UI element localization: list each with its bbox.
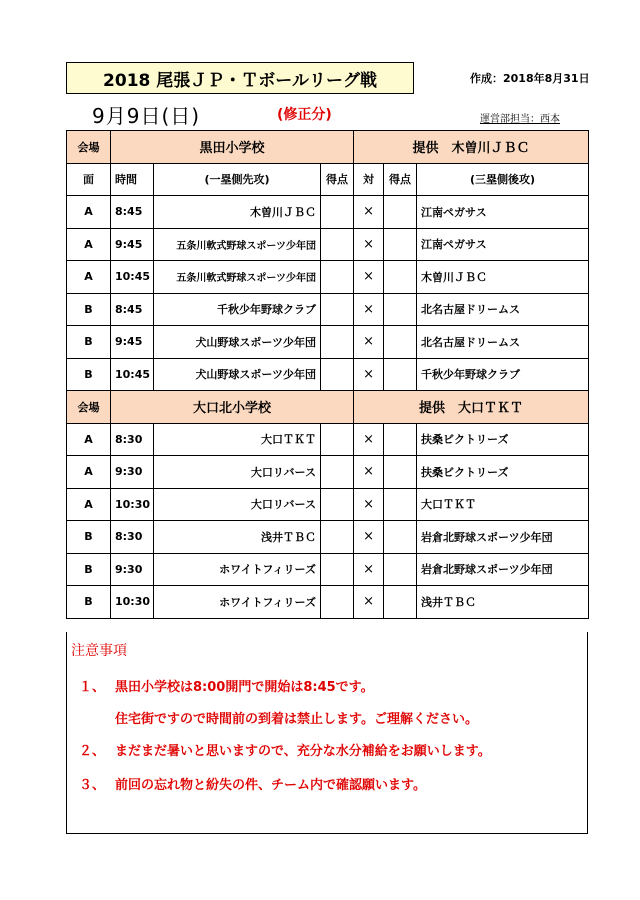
revised-label: (修正分) <box>277 107 332 123</box>
venue-label: 会場 <box>67 131 111 164</box>
match-away-team: 木曽川ＪＢＣ <box>417 261 589 294</box>
note-text: 住宅街ですので時間前の到着は禁止します。ご理解ください。 <box>115 712 478 727</box>
match-home-score <box>321 456 354 489</box>
match-home-team: ホワイトフィリーズ <box>154 586 321 619</box>
match-row <box>67 553 589 586</box>
match-time: 10:30 <box>111 586 154 619</box>
note-text: 前回の忘れ物と紛失の件、チーム内で確認願います。 <box>115 778 426 793</box>
match-court: A <box>67 196 111 229</box>
match-vs: × <box>354 423 384 456</box>
match-home-score <box>321 553 354 586</box>
match-home-team: 五条川軟式野球スポーツ少年団 <box>154 228 321 261</box>
match-vs: × <box>354 456 384 489</box>
match-row <box>67 196 589 229</box>
match-row <box>67 293 589 326</box>
note-text: まだまだ暑いと思いますので、充分な水分補給をお願いします。 <box>115 744 491 759</box>
match-time: 9:45 <box>111 228 154 261</box>
match-vs: × <box>354 326 384 359</box>
match-away-team: 扶桑ビクトリーズ <box>417 456 589 489</box>
match-time: 8:30 <box>111 423 154 456</box>
match-row <box>67 261 589 294</box>
event-date: 9月9日(日) <box>92 104 201 128</box>
col-first-team: (一塁側先攻) <box>154 163 321 196</box>
match-away-score <box>384 586 417 619</box>
match-vs: × <box>354 521 384 554</box>
note-number: ３、 <box>79 778 106 793</box>
document-title: 2018 尾張ＪＰ・Ｔボールリーグ戦 <box>66 62 414 94</box>
match-away-team: 江南ペガサス <box>417 228 589 261</box>
match-vs: × <box>354 261 384 294</box>
match-home-team: 大口ＴＫＴ <box>154 423 321 456</box>
match-time: 9:45 <box>111 326 154 359</box>
match-home-score <box>321 586 354 619</box>
match-vs: × <box>354 358 384 391</box>
match-row <box>67 488 589 521</box>
venue-row <box>67 391 589 424</box>
match-home-score <box>321 261 354 294</box>
match-row <box>67 586 589 619</box>
created-date: 作成：2018年8月31日 <box>470 72 590 85</box>
match-home-team: 犬山野球スポーツ少年団 <box>154 326 321 359</box>
match-row <box>67 456 589 489</box>
match-home-score <box>321 423 354 456</box>
match-away-score <box>384 261 417 294</box>
match-home-team: ホワイトフィリーズ <box>154 553 321 586</box>
match-row <box>67 358 589 391</box>
column-header-row <box>67 163 589 196</box>
match-home-score <box>321 293 354 326</box>
match-vs: × <box>354 196 384 229</box>
match-away-score <box>384 488 417 521</box>
note-number: ２、 <box>79 744 106 759</box>
note-number: １、 <box>79 680 106 695</box>
match-home-team: 大口リバース <box>154 456 321 489</box>
staff-in-charge: 運営部担当：西本 <box>480 114 560 125</box>
match-home-team: 大口リバース <box>154 488 321 521</box>
venue-name: 大口北小学校 <box>111 391 354 424</box>
col-court: 面 <box>67 163 111 196</box>
notes-section <box>66 632 588 834</box>
venue-provider: 提供 大口ＴＫＴ <box>354 391 589 424</box>
match-court: B <box>67 586 111 619</box>
col-score-home: 得点 <box>321 163 354 196</box>
match-away-team: 浅井ＴＢＣ <box>417 586 589 619</box>
match-home-score <box>321 228 354 261</box>
match-court: B <box>67 293 111 326</box>
match-home-score <box>321 358 354 391</box>
match-away-team: 北名古屋ドリームス <box>417 293 589 326</box>
match-row <box>67 228 589 261</box>
match-away-score <box>384 358 417 391</box>
match-row <box>67 423 589 456</box>
match-away-team: 北名古屋ドリームス <box>417 326 589 359</box>
match-away-score <box>384 423 417 456</box>
col-score-away: 得点 <box>384 163 417 196</box>
match-court: B <box>67 358 111 391</box>
match-time: 8:30 <box>111 521 154 554</box>
match-court: A <box>67 488 111 521</box>
match-court: A <box>67 456 111 489</box>
match-away-score <box>384 196 417 229</box>
match-vs: × <box>354 228 384 261</box>
match-court: B <box>67 326 111 359</box>
match-away-team: 扶桑ビクトリーズ <box>417 423 589 456</box>
match-time: 10:45 <box>111 261 154 294</box>
match-home-score <box>321 521 354 554</box>
match-time: 9:30 <box>111 456 154 489</box>
match-time: 8:45 <box>111 196 154 229</box>
match-vs: × <box>354 488 384 521</box>
venue-row <box>67 131 589 164</box>
match-home-score <box>321 196 354 229</box>
match-row <box>67 521 589 554</box>
match-away-score <box>384 456 417 489</box>
match-away-team: 岩倉北野球スポーツ少年団 <box>417 553 589 586</box>
match-home-team: 千秋少年野球クラブ <box>154 293 321 326</box>
match-vs: × <box>354 586 384 619</box>
match-time: 9:30 <box>111 553 154 586</box>
match-time: 8:45 <box>111 293 154 326</box>
match-court: A <box>67 423 111 456</box>
venue-provider: 提供 木曽川ＪＢＣ <box>354 131 589 164</box>
match-away-score <box>384 228 417 261</box>
match-away-score <box>384 521 417 554</box>
match-home-team: 木曽川ＪＢＣ <box>154 196 321 229</box>
notes-title: 注意事項 <box>71 643 127 659</box>
match-home-team: 犬山野球スポーツ少年団 <box>154 358 321 391</box>
match-home-score <box>321 488 354 521</box>
match-vs: × <box>354 553 384 586</box>
match-away-team: 千秋少年野球クラブ <box>417 358 589 391</box>
schedule-table <box>66 130 589 619</box>
match-away-score <box>384 293 417 326</box>
col-time: 時間 <box>111 163 154 196</box>
match-home-team: 浅井ＴＢＣ <box>154 521 321 554</box>
venue-label: 会場 <box>67 391 111 424</box>
match-time: 10:45 <box>111 358 154 391</box>
match-court: A <box>67 228 111 261</box>
col-second-team: (三塁側後攻) <box>417 163 589 196</box>
match-court: B <box>67 553 111 586</box>
match-court: B <box>67 521 111 554</box>
match-row <box>67 326 589 359</box>
match-away-team: 岩倉北野球スポーツ少年団 <box>417 521 589 554</box>
venue-name: 黒田小学校 <box>111 131 354 164</box>
match-away-team: 大口ＴＫＴ <box>417 488 589 521</box>
note-text: 黒田小学校は8:00開門で開始は8:45です。 <box>115 680 374 695</box>
match-home-score <box>321 326 354 359</box>
match-away-team: 江南ペガサス <box>417 196 589 229</box>
match-away-score <box>384 326 417 359</box>
match-vs: × <box>354 293 384 326</box>
match-away-score <box>384 553 417 586</box>
match-time: 10:30 <box>111 488 154 521</box>
match-home-team: 五条川軟式野球スポーツ少年団 <box>154 261 321 294</box>
col-vs: 対 <box>354 163 384 196</box>
match-court: A <box>67 261 111 294</box>
